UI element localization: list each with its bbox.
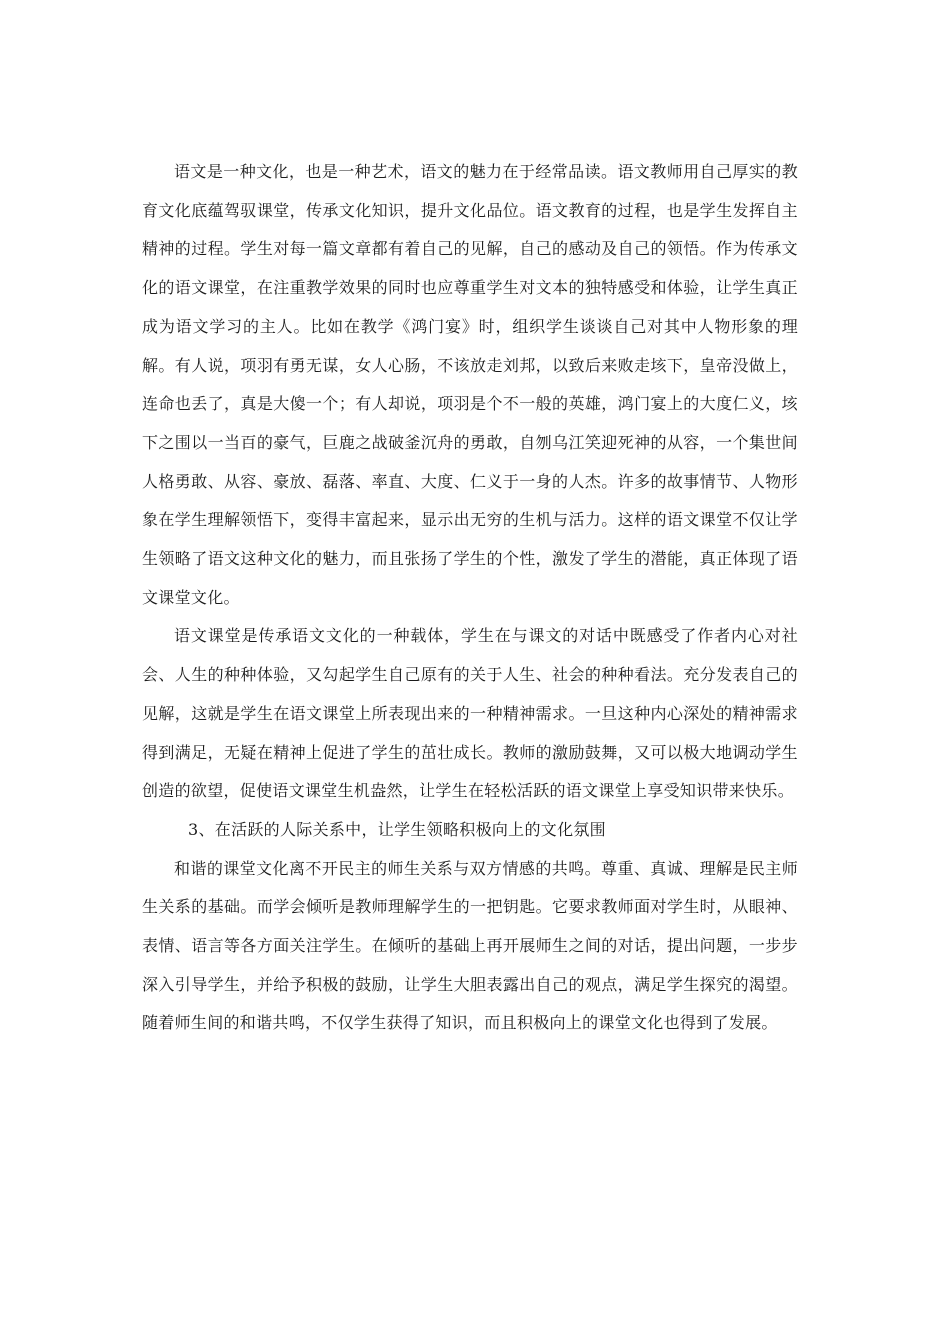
paragraph-3: 和谐的课堂文化离不开民主的师生关系与双方情感的共鸣。尊重、真诚、理解是民主师生关系的基础。而学会倾听是教师理解学生的一把钥匙。它要求教师面对学生时，从眼神、表情、语言等各方面关注学生。在倾听的基础上再开展师生之间的对话，提出问题，一步步深入引导学生，并给予积极的鼓励，让学生大胆表露出自己的观点，满足学生探究的渴望。随着师生间的和谐共鸣，不仅学生获得了知识，而且积极向上的课堂文化也得到了发展。 [142, 858, 798, 1033]
section-heading: 3、在活跃的人际关系中，让学生领略积极向上的文化氛围 [188, 819, 606, 839]
document-body [142, 153, 798, 1043]
paragraph-1: 语文是一种文化，也是一种艺术，语文的魅力在于经常品读。语文教师用自己厚实的教育文化底蕴驾驭课堂，传承文化知识，提升文化品位。语文教育的过程，也是学生发挥自主精神的过程。学生对每一篇文章都有着自己的见解，自己的感动及自己的领悟。作为传承文化的语文课堂，在注重教学效果的同时也应尊重学生对文本的独特感受和体验，让学生真正成为语文学习的主人。比如在教学《鸿门宴》时，组织学生谈谈自己对其中人物形象的理解。有人说，项羽有勇无谋，女人心肠，不该放走刘邦，以致后来败走垓下，皇帝没做上，连命也丢了，真是大傻一个；有人却说，项羽是个不一般的英雄，鸿门宴上的大度仁义，垓下之围以一当百的豪气，巨鹿之战破釜沉舟的勇敢，自刎乌江笑迎死神的从容，一个集世间人格勇敢、从容、豪放、磊落、率直、大度、仁义于一身的人杰。许多的故事情节、人物形象在学生理解领悟下，变得丰富起来，显示出无穷的生机与活力。这样的语文课堂不仅让学生领略了语文这种文化的魅力，而且张扬了学生的个性，激发了学生的潜能，真正体现了语文课堂文化。 [142, 162, 798, 607]
paragraph-2: 语文课堂是传承语文文化的一种载体，学生在与课文的对话中既感受了作者内心对社会、人生的种种体验，又勾起学生自己原有的关于人生、社会的种种看法。充分发表自己的见解，这就是学生在语文课堂上所表现出来的一种精神需求。一旦这种内心深处的精神需求得到满足，无疑在精神上促进了学生的茁壮成长。教师的激励鼓舞，又可以极大地调动学生创造的欲望，促使语文课堂生机盎然，让学生在轻松活跃的语文课堂上享受知识带来快乐。 [142, 626, 798, 801]
